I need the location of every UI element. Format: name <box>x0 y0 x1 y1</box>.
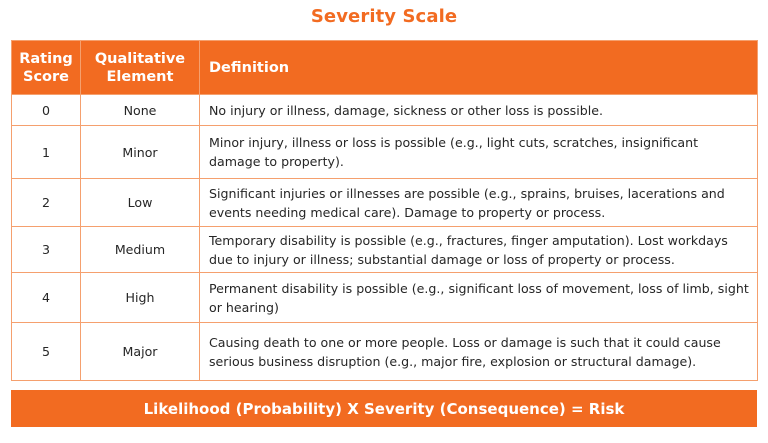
table-header-row <box>12 41 758 95</box>
qualitative-element-cell: Medium <box>81 227 200 273</box>
column-header-definition: Definition <box>200 41 758 95</box>
definition-cell: No injury or illness, damage, sickness or other loss is possible. <box>200 95 758 126</box>
rating-score-cell: 4 <box>12 273 81 323</box>
column-header-rating-score: Rating Score <box>12 41 81 95</box>
rating-score-cell: 5 <box>12 323 81 381</box>
table-row <box>12 126 758 179</box>
severity-table <box>11 40 758 381</box>
rating-score-cell: 0 <box>12 95 81 126</box>
definition-cell: Permanent disability is possible (e.g., significant loss of movement, loss of limb, sight or hearing) <box>200 273 758 323</box>
rating-score-cell: 1 <box>12 126 81 179</box>
table-row <box>12 323 758 381</box>
definition-cell: Significant injuries or illnesses are possible (e.g., sprains, bruises, lacerations and events needing medical care). Damage to property or process. <box>200 179 758 227</box>
risk-formula-text: Likelihood (Probability) X Severity (Consequence) = Risk <box>143 399 625 418</box>
table-row <box>12 273 758 323</box>
qualitative-element-cell: Minor <box>81 126 200 179</box>
rating-score-cell: 3 <box>12 227 81 273</box>
column-header-qualitative-element: Qualitative Element <box>81 41 200 95</box>
definition-cell: Causing death to one or more people. Loss or damage is such that it could cause serious business disruption (e.g., major fire, explosion or structural damage). <box>200 323 758 381</box>
table-row <box>12 227 758 273</box>
qualitative-element-cell: None <box>81 95 200 126</box>
rating-score-cell: 2 <box>12 179 81 227</box>
table-row <box>12 95 758 126</box>
definition-cell: Minor injury, illness or loss is possible (e.g., light cuts, scratches, insignificant damage to property). <box>200 126 758 179</box>
qualitative-element-cell: High <box>81 273 200 323</box>
qualitative-element-cell: Major <box>81 323 200 381</box>
definition-cell: Temporary disability is possible (e.g., fractures, finger amputation). Lost workdays due to injury or illness; substantial damage or loss of property or process. <box>200 227 758 273</box>
table-row <box>12 179 758 227</box>
page-title: Severity Scale <box>310 6 458 27</box>
qualitative-element-cell: Low <box>81 179 200 227</box>
risk-formula-banner <box>11 390 757 427</box>
